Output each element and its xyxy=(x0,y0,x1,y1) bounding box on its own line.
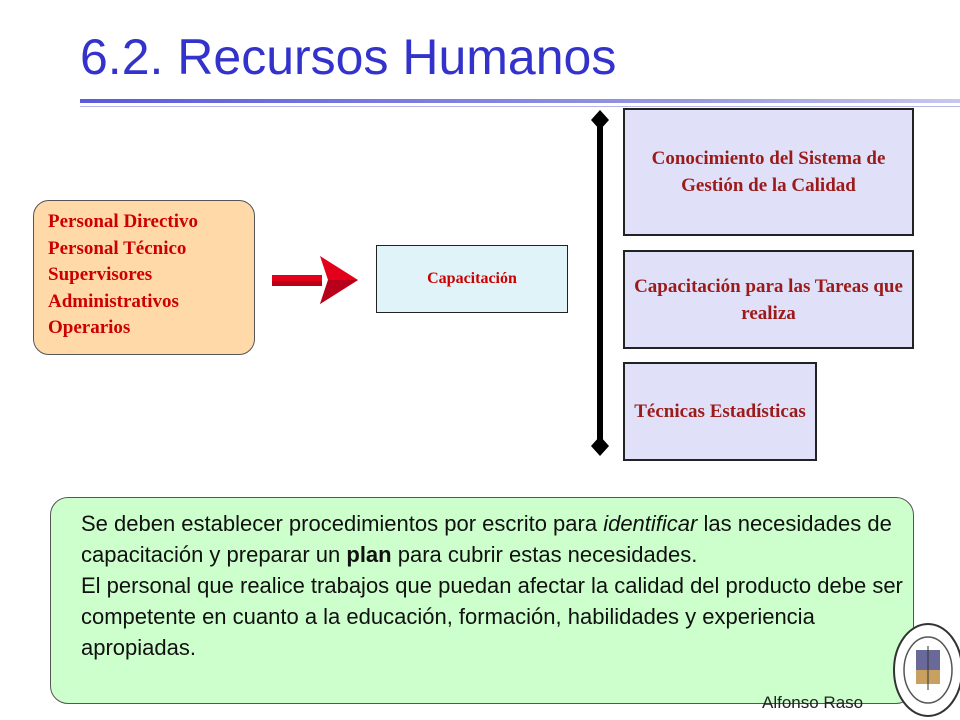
right-arrow-icon xyxy=(270,250,365,310)
slide-title: 6.2. Recursos Humanos xyxy=(80,29,617,85)
role-operarios: Operarios xyxy=(48,317,131,338)
role-tecnico: Personal Técnico xyxy=(48,237,187,259)
role-administrativos: Administrativos xyxy=(48,290,179,312)
topic-tecnicas-estadisticas: Técnicas Estadísticas xyxy=(623,362,817,461)
note-box xyxy=(50,497,914,704)
role-directivo: Personal Directivo xyxy=(48,211,199,232)
bracket-line-icon xyxy=(588,108,612,458)
note-text-a: Se deben establecer procedimientos por escrito para xyxy=(81,511,604,536)
note-paragraph-2: El personal que realice trabajos que puedan afectar la calidad del producto debe ser competente en cuanto a la educación, formación, habilidades y experiencia apropiadas. xyxy=(81,573,903,660)
university-seal-icon xyxy=(880,620,960,720)
role-supervisores: Supervisores xyxy=(48,264,153,285)
topic-conocimiento: Conocimiento del Sistema de Gestión de la Calidad xyxy=(623,108,914,236)
note-paragraph-1 xyxy=(81,508,903,570)
topic-capacitacion-tareas: Capacitación para las Tareas que realiza xyxy=(623,250,914,349)
note-text-c: para cubrir estas necesidades. xyxy=(391,542,698,567)
note-plan: plan xyxy=(346,542,392,567)
author-label: Alfonso Raso xyxy=(762,693,864,712)
note-identificar: identificar xyxy=(603,511,698,536)
note-text-b: las necesidades de capacitación y preparar un xyxy=(81,511,892,567)
title-underline-thin xyxy=(80,106,960,107)
title-underline xyxy=(80,99,960,103)
capacitacion-box: Capacitación xyxy=(376,245,568,313)
roles-box xyxy=(33,200,255,355)
